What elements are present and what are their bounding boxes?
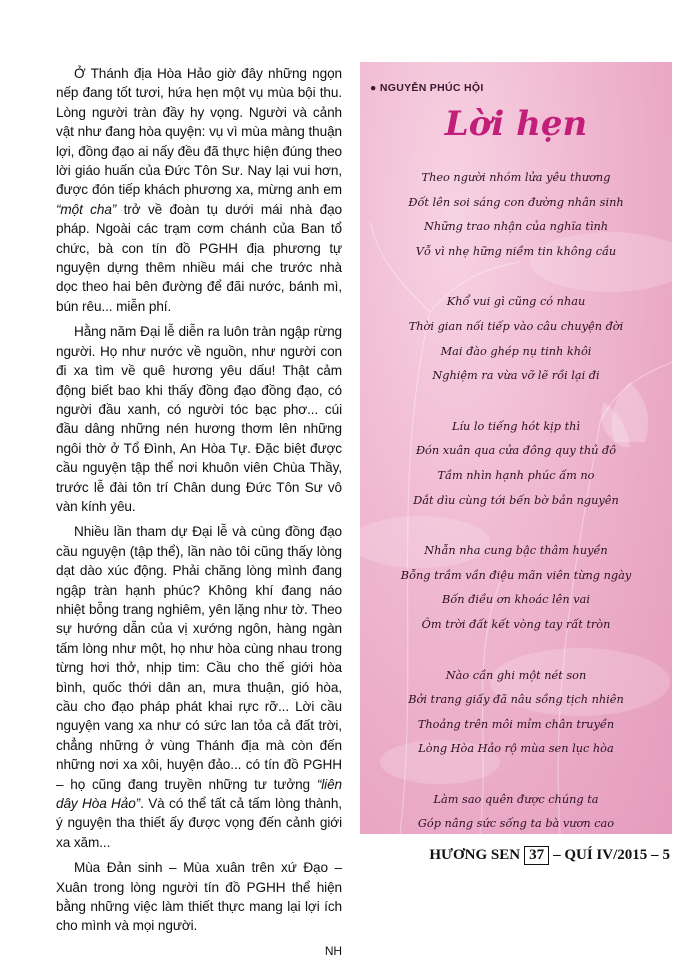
poem-line: Khổ vui gì cũng có nhau	[446, 295, 586, 309]
poem-line: Theo người nhóm lửa yêu thương	[421, 171, 611, 184]
poem-stanza-3	[360, 415, 672, 513]
poem-panel	[360, 62, 672, 834]
quoted-phrase: “liên dây Hòa Hảo”	[56, 776, 342, 812]
article-signature: NH	[324, 943, 342, 958]
magazine-name: HƯƠNG SEN	[429, 847, 521, 863]
poem-line: Góp nâng sức sống ta bà vươn cao	[417, 817, 615, 831]
poem-line: Mai đào ghép nụ tinh khôi	[440, 344, 592, 358]
page-footer	[429, 846, 670, 865]
poem-line: Thoảng trên môi mỉm chân truyền	[417, 717, 615, 731]
article-paragraph-3	[56, 522, 342, 852]
paragraph-text: Ở Thánh địa Hòa Hảo giờ đây những ngọn nếp đang tốt tươi, hứa hẹn một vụ mùa bội thu. Lòng người tràn đầy hy vọng. Người và cảnh vật như đang hòa quyện: vụ vì mùa màng thuận lợi, đồng đạo ai nấy đều đã thực hiện đúng theo lời giáo huấn của Đức Tôn Sư. Nay lại vui hơn, được đón tiếp khách phương xa, mừng anh em	[56, 66, 342, 198]
quoted-phrase: “một cha”	[56, 201, 117, 217]
article-body	[56, 64, 342, 961]
poem-line: Tầm nhìn hạnh phúc ấm no	[437, 468, 595, 482]
poem-title: Lời hẹn	[444, 104, 588, 144]
poem-line: Nào cần ghi một nét son	[445, 668, 587, 682]
paragraph-text: trở về đoàn tụ dưới mái nhà đạo pháp. Ngoài các trạm cơm chánh của Ban tổ chức, bà con tín đồ PGHH địa phương tự nguyện dựng thêm nhiều mái che trước nhà dọc theo hai bên đường để đãi nước, bánh mì, bún rêu... miễn phí.	[56, 201, 342, 314]
issue-quarter: – QUÍ IV/2015 –	[553, 847, 659, 863]
poem-line: Đốt lên soi sáng con đường nhân sinh	[408, 195, 624, 209]
article-paragraph-1	[56, 64, 342, 316]
paragraph-text: . Và có thể tất cả tấm lòng thành, ý nguyện tha thiết ấy được vọng đến cảnh giới xa xăm...	[56, 796, 342, 850]
poem-line: Bỗng trầm vần điệu mãn viên từng ngày	[400, 568, 632, 582]
poem-line: Líu lo tiếng hót kịp thì	[451, 419, 581, 433]
poem-line: Bởi trang giấy đã nâu sồng tịch nhiên	[408, 693, 624, 707]
poem-stanza-2	[360, 290, 672, 388]
poem-line: Lòng Hòa Hảo rộ mùa sen lục hòa	[418, 742, 614, 756]
poem-line: Nghiệm ra vừa vỡ lẽ rồi lại đi	[432, 369, 600, 383]
poem-line: Những trao nhận của nghĩa tình	[423, 220, 609, 234]
poem-line: Ôm trời đất kết vòng tay rất tròn	[421, 617, 611, 631]
poem-text	[360, 166, 672, 834]
article-paragraph-4: Mùa Đản sinh – Mùa xuân trên xứ Đạo – Xuân trong lòng người tín đồ PGHH thể hiện bằng những việc làm thiết thực mang lại lợi ích cho mình và mọi người.	[56, 860, 342, 934]
poem-stanza-6	[360, 788, 672, 834]
poem-line: Thời gian nối tiếp vào câu chuyện đời	[408, 319, 624, 333]
poem-line: Vỗ vì nhẹ hững niềm tin không cầu	[415, 244, 617, 258]
poem-line: Nhẫn nha cung bậc thâm huyền	[424, 544, 608, 558]
paragraph-text: Nhiều lần tham dự Đại lễ và cùng đồng đạo cầu nguyện (tập thể), lần nào tôi cũng thấy lòng dạt dào xúc động. Phải chăng lòng mình đang ngập tràn hạnh phúc? Không khí đang náo nhiệt bỗng trang nghiêm, yên lặng như tờ. Theo sự hướng dẫn của vị xướng ngôn, hàng ngàn tấm lòng như một, họ như hòa cùng nhau trong từng hơi thở, nhịp tim: Cầu cho thế giới hòa bình, quốc thới dân an, mưa thuận, gió hòa, cầu cho đạo pháp phát khai rực rỡ... Lời cầu nguyện vang xa như có sức lan tỏa cả đất trời, chẳng những ở vùng Thánh địa mà còn đến những nơi xa xôi, huyện đảo... có tín đồ PGHH – họ cũng đang truyền những tư tưởng	[56, 524, 342, 792]
issue-number: 37	[524, 846, 549, 865]
page-number: 5	[662, 847, 670, 863]
poem-stanza-5	[360, 664, 672, 762]
poem-stanza-4	[360, 539, 672, 637]
poem-line: Làm sao quên được chúng ta	[433, 792, 599, 806]
poem-line: Dắt dìu cùng tới bến bờ bản nguyên	[413, 493, 619, 507]
poem-line: Đón xuân qua cửa đông quy thủ đô	[415, 444, 617, 458]
poem-line: Bốn điều ơn khoác lên vai	[442, 593, 590, 607]
article-paragraph-2: Hằng năm Đại lễ diễn ra luôn tràn ngập rừng người. Họ như nước về nguồn, như người con đi xa tìm về quê hương yêu dấu! Thật cảm động biết bao khi thấy đồng đạo đồng đạo, có người đầu xanh, có người tóc bạc phơ... cúi đầu dâng những nén hương thơm lên những ngôi thờ ở Tổ Đình, An Hòa Tự. Đặc biệt được cầu nguyện tập thể nơi khuôn viên Chùa Thầy, trước lễ đài tôn trí Chân dung Đức Tôn Sư vô vàn kính yêu.	[56, 324, 342, 514]
poem-author: ● NGUYỄN PHÚC HỘI	[370, 82, 484, 94]
poem-stanza-1	[360, 166, 672, 264]
